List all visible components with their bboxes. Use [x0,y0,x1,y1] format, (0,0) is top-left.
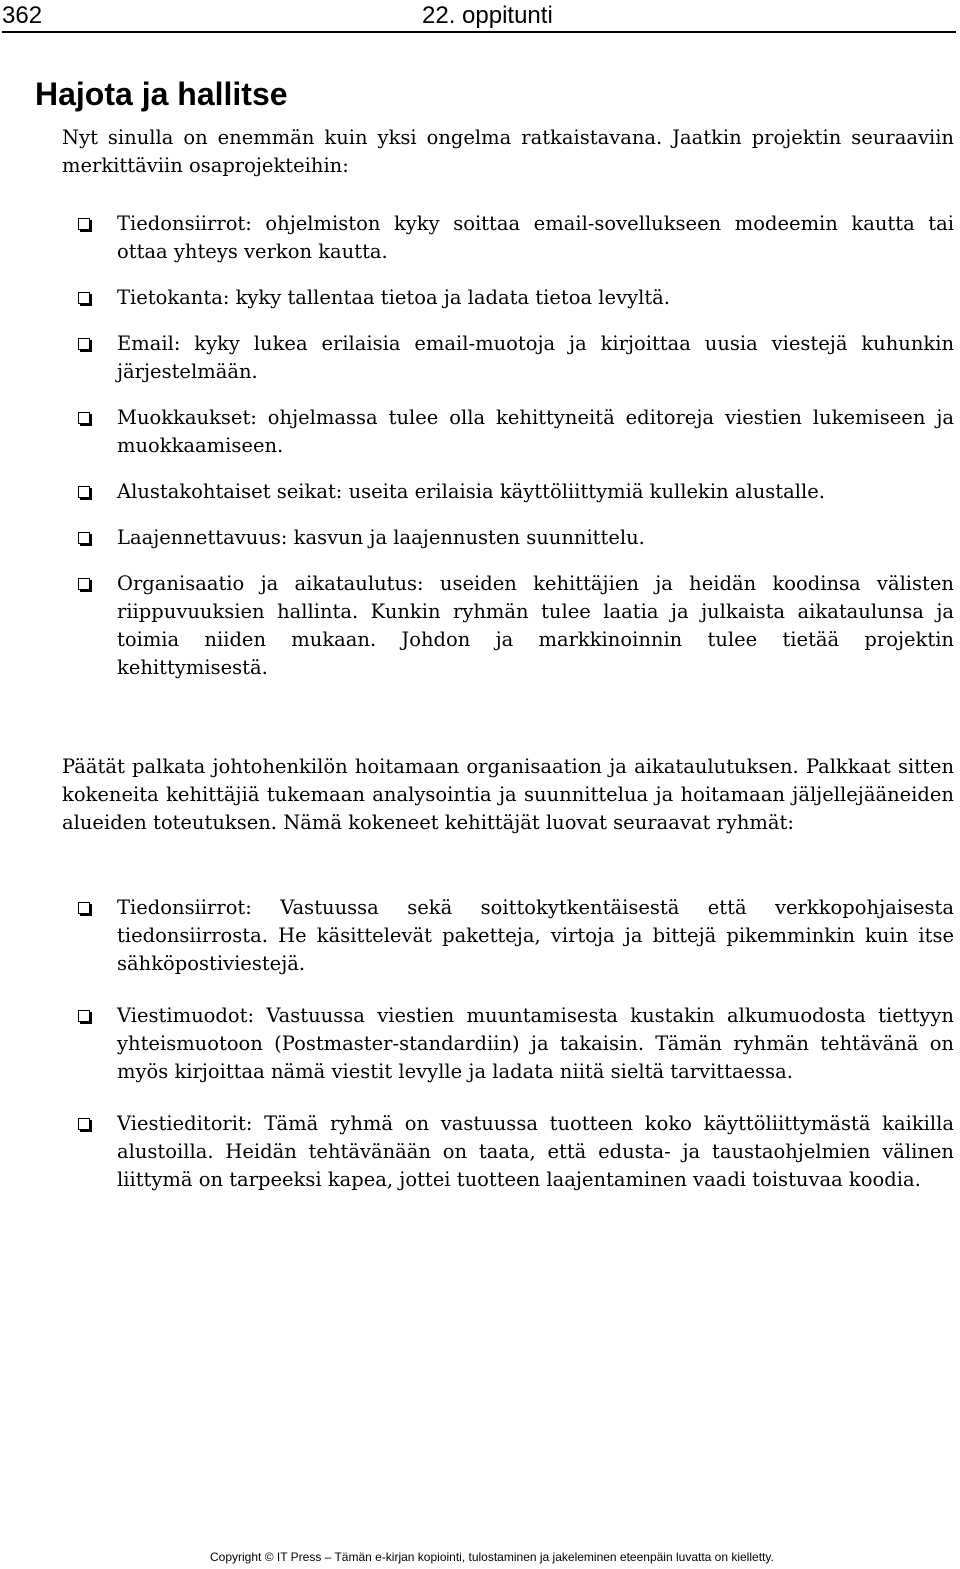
list-item-text: Tiedonsiirrot: Vastuussa sekä soittokytkentäisestä että verkkopohjaisesta tiedonsiirrosta. He käsittelevät paketteja, virtoja ja bittejä pikemminkin kuin itse sähköpostiviestejä. [117,896,954,975]
list-item [62,210,954,266]
page-number: 362 [2,2,43,29]
checkbox-bullet-icon [78,338,90,350]
page-header [0,0,960,40]
list-item [62,524,954,552]
checkbox-bullet-icon [78,1118,90,1130]
list-item-text: Viestieditorit: Tämä ryhmä on vastuussa tuotteen koko käyttöliittymästä kaikilla alustoilla. Heidän tehtävänään on taata, että edusta- ja taustaohjelmien välinen liittymä on tarpeeksi kapea, jottei tuotteen laajentaminen vaadi toistuvaa koodia. [117,1112,954,1191]
list-item-text: Alustakohtaiset seikat: useita erilaisia käyttöliittymiä kullekin alustalle. [117,480,825,503]
list-item [62,330,954,386]
list-item-text: Tietokanta: kyky tallentaa tietoa ja ladata tietoa levyltä. [117,286,671,309]
subproject-list [62,210,954,682]
checkbox-bullet-icon [78,218,90,230]
checkbox-bullet-icon [78,292,90,304]
list-item [62,570,954,682]
list-item [62,894,954,978]
list-item-text: Viestimuodot: Vastuussa viestien muuntamisesta kustakin alkumuodosta tiettyyn yhteismuotoon (Postmaster-standardiin) ja takaisin. Tämän ryhmän tehtävänä on myös kirjoittaa nämä viestit levylle ja ladata niitä sieltä tarvittaessa. [117,1004,954,1083]
list-item [62,404,954,460]
chapter-title: 22. oppitunti [422,2,553,29]
copyright-footer: Copyright © IT Press – Tämän e-kirjan kopiointi, tulostaminen ja jakeleminen eteenpäin luvatta on kielletty. [210,1550,774,1564]
list-item-text: Laajennettavuus: kasvun ja laajennusten suunnittelu. [117,526,645,549]
checkbox-bullet-icon [78,902,90,914]
list-item [62,284,954,312]
middle-paragraph: Päätät palkata johtohenkilön hoitamaan organisaation ja aikataulutuksen. Palkkaat sitten kokeneita kehittäjiä tukemaan analysointia ja suunnittelua ja hoitamaan jäljellejääneiden alueiden toteutuksen. Nämä kokeneet kehittäjät luovat seuraavat ryhmät: [62,755,954,834]
checkbox-bullet-icon [78,486,90,498]
list-item [62,1110,954,1194]
list-item-text: Muokkaukset: ohjelmassa tulee olla kehittyneitä editoreja viestien lukemiseen ja muokkaamiseen. [117,406,954,457]
checkbox-bullet-icon [78,1010,90,1022]
header-rule [2,31,956,33]
list-item-text: Email: kyky lukea erilaisia email-muotoja ja kirjoittaa uusia viestejä kuhunkin järjestelmään. [117,332,954,383]
list-item [62,478,954,506]
checkbox-bullet-icon [78,578,90,590]
list-item [62,1002,954,1086]
checkbox-bullet-icon [78,412,90,424]
list-item-text: Organisaatio ja aikataulutus: useiden kehittäjien ja heidän koodinsa välisten riippuvuuksien hallinta. Kunkin ryhmän tulee laatia ja julkaista aikataulunsa ja toimia niiden mukaan. Johdon ja markkinoinnin tulee tietää projektin kehittymisestä. [117,572,954,679]
section-title: Hajota ja hallitse [35,76,288,112]
intro-paragraph: Nyt sinulla on enemmän kuin yksi ongelma ratkaistavana. Jaatkin projektin seuraaviin merkittäviin osaprojekteihin: [62,126,954,177]
team-list [62,894,954,1194]
checkbox-bullet-icon [78,532,90,544]
list-item-text: Tiedonsiirrot: ohjelmiston kyky soittaa email-sovellukseen modeemin kautta tai ottaa yhteys verkon kautta. [117,212,954,263]
